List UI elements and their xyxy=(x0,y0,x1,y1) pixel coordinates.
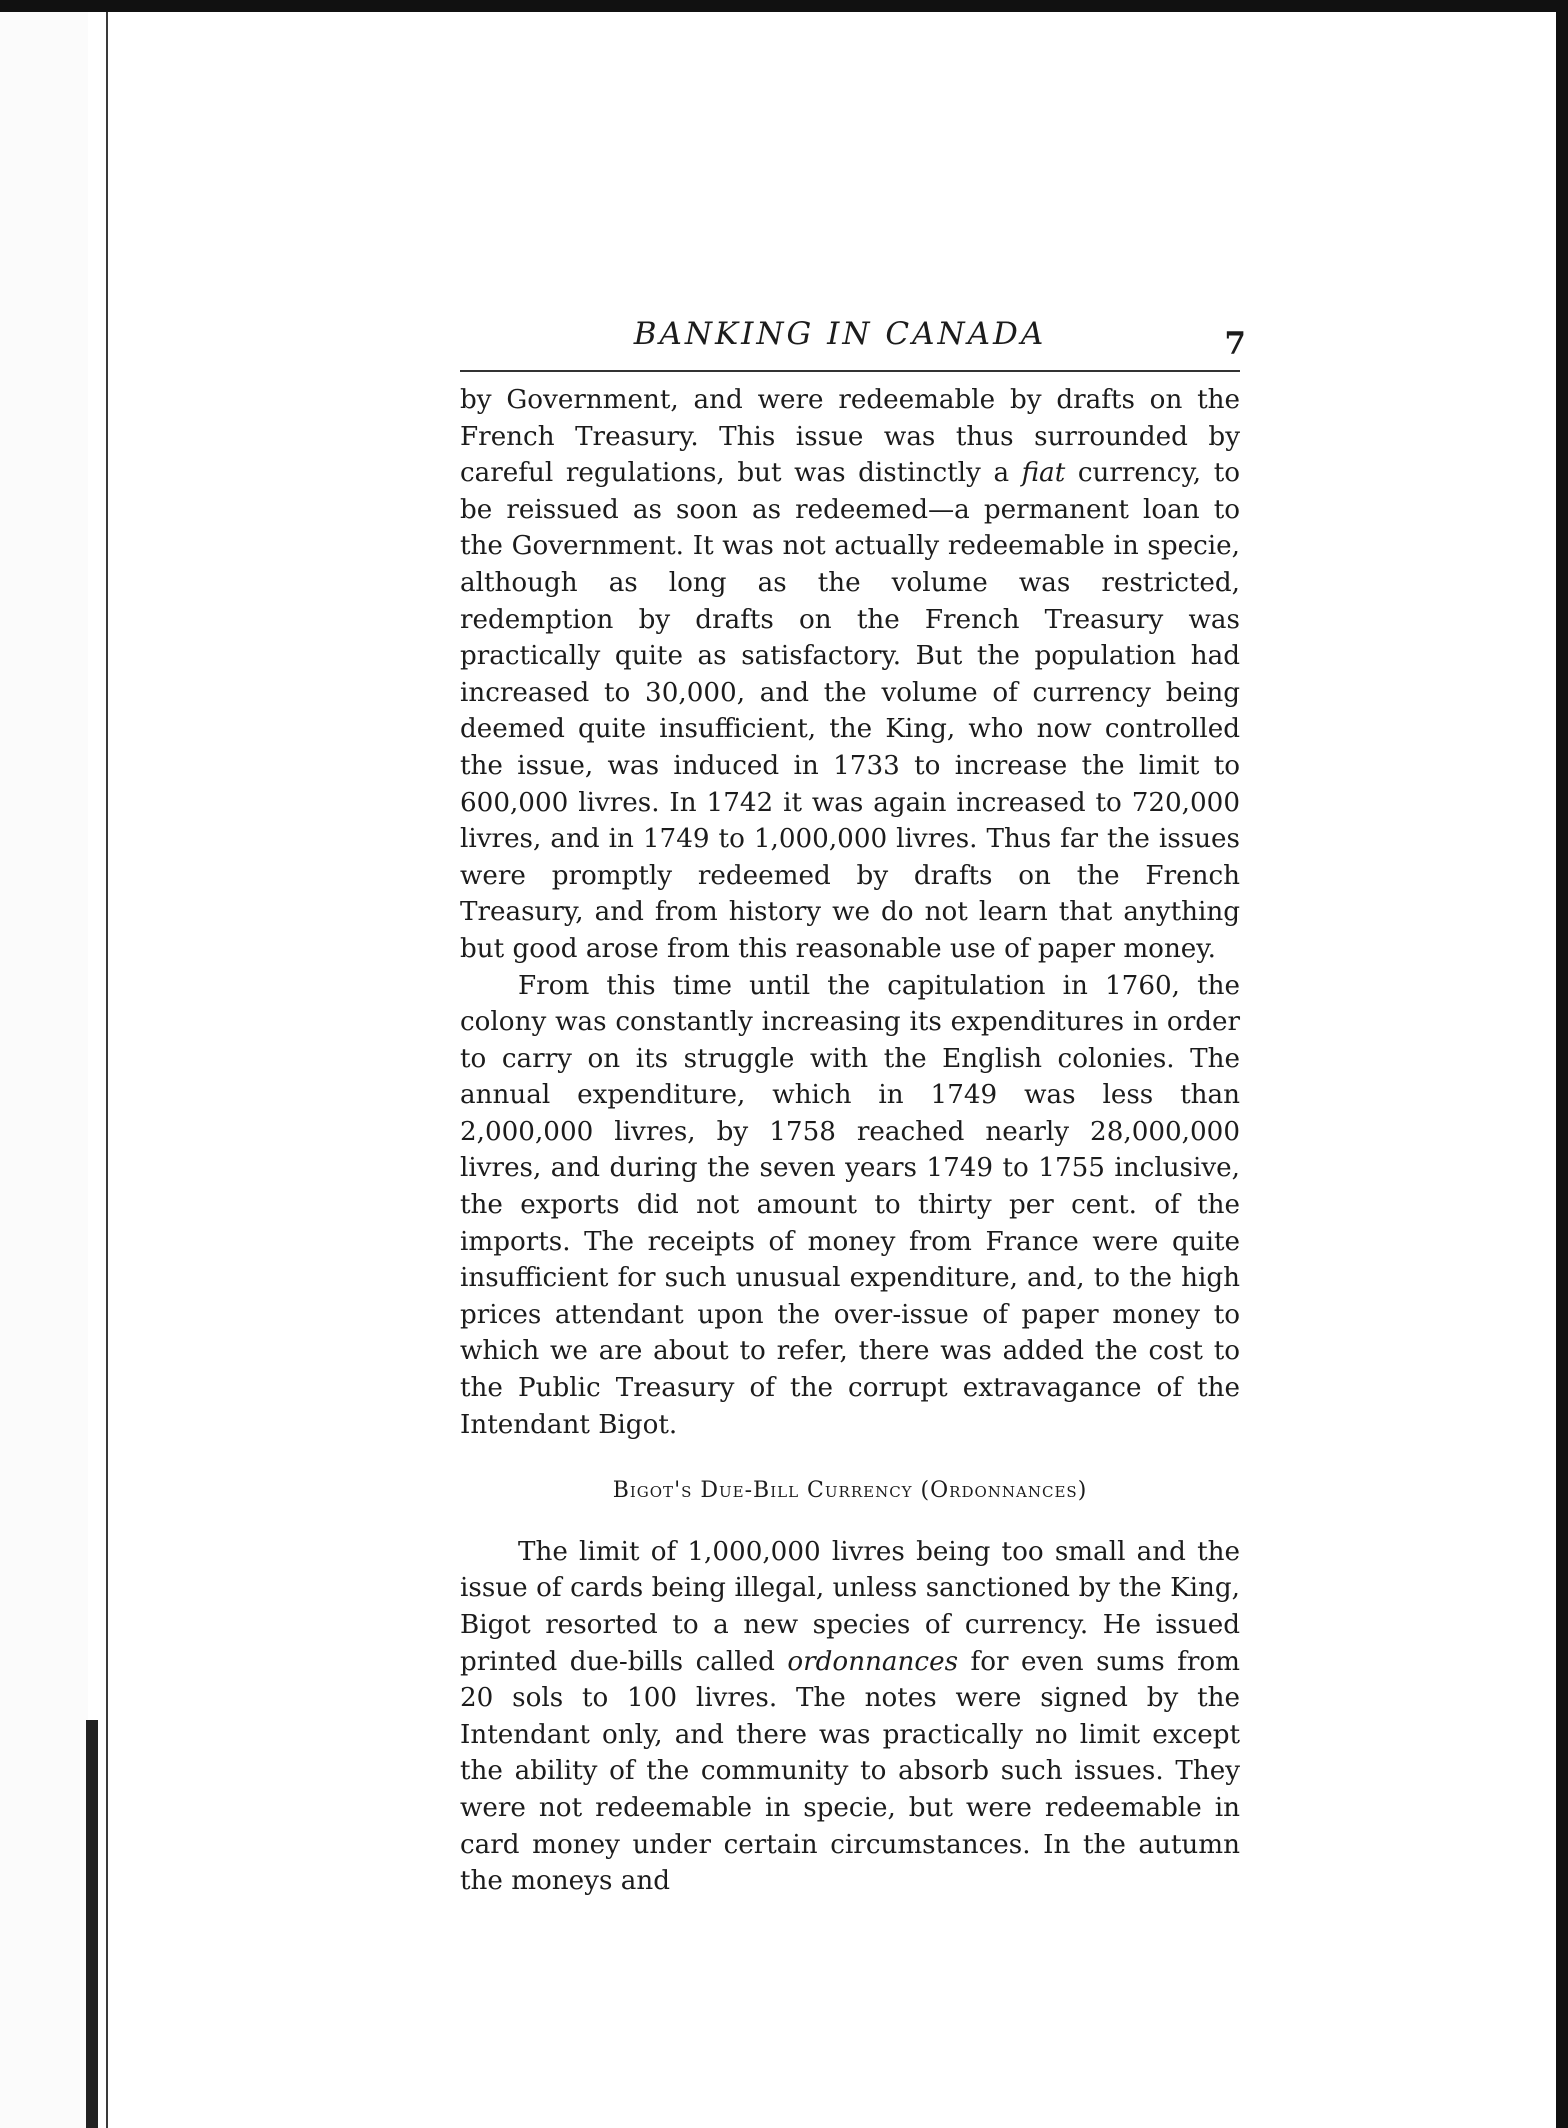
book-spine-edge xyxy=(106,12,108,2128)
italic-term: ordonnances xyxy=(787,1646,959,1677)
page-number: 7 xyxy=(1224,326,1246,362)
paragraph-3: The limit of 1,000,000 livres being too small and the issue of cards being illegal, unless sanctioned by the King, Bigot resorted to a new species of currency. He issued printed due-bills called ordonnances for even sums from 20 sols to 100 livres. The notes were signed by the Intendant only, and there was practically no limit except the ability of the community to absorb such issues. They were not redeemable in specie, but were redeemable in card money under certain circumstances. In the autumn the moneys and xyxy=(460,1536,1240,1897)
paragraph-2: From this time until the capitulation in 1760, the colony was constantly increasing its expenditures in order to carry on its struggle with the English colonies. The annual expenditure, which in 1749 was less than 2,000,000 livres, by 1758 reached nearly 28,000,000 livres, and during the seven years 1749 to 1755 inclusive, the exports did not amount to thirty per cent. of the imports. The receipts of money from France were quite insufficient for such unusual expenditure, and, to the high prices attendant upon the over-issue of paper money to which we are about to refer, there was added the cost to the Public Treasury of the corrupt extravagance of the Intendant Bigot. xyxy=(460,970,1240,1440)
book-spine-shadow xyxy=(86,1720,98,2128)
running-title: BANKING IN CANADA xyxy=(633,316,1047,352)
scan-right-border xyxy=(1556,0,1568,2128)
section-heading: Bigot's Due-Bill Currency (Ordonnances) xyxy=(612,1478,1088,1504)
scan-left-margin xyxy=(0,0,88,2128)
scan-top-border xyxy=(0,0,1568,12)
italic-term: fiat xyxy=(1021,458,1066,489)
body-text xyxy=(460,382,1240,1900)
book-page xyxy=(460,300,1246,1900)
running-header xyxy=(460,300,1246,372)
paragraph-1: by Government, and were redeemable by drafts on the French Treasury. This issue was thus surrounded by careful regulations, but was distinctly a fiat currency, to be reissued as soon as redeemed—a permanent loan to the Government. It was not actually redeemable in specie, although as long as the volume was restricted, redemption by drafts on the French Treasury was practically quite as satisfactory. But the population had increased to 30,000, and the volume of currency being deemed quite insufficient, the King, who now controlled the issue, was induced in 1733 to increase the limit to 600,000 livres. In 1742 it was again increased to 720,000 livres, and in 1749 to 1,000,000 livres. Thus far the issues were promptly redeemed by drafts on the French Treasury, and from history we do not learn that anything but good arose from this reasonable use of paper money. xyxy=(460,385,1240,964)
